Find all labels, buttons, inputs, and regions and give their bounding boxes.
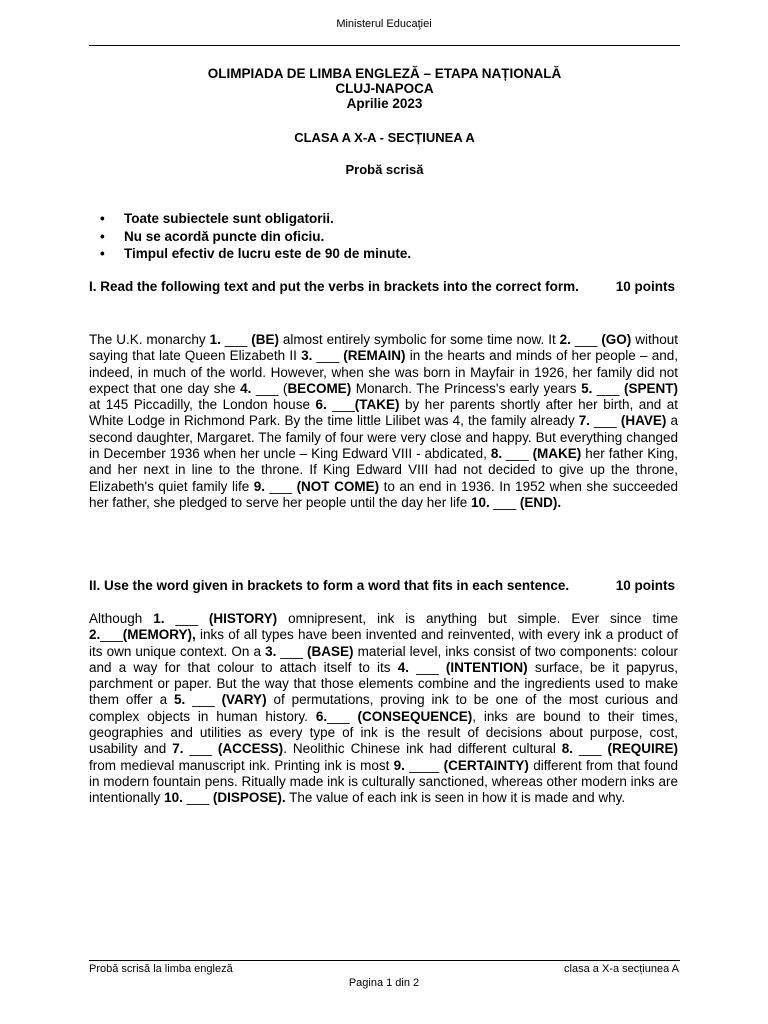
bold-run: 7. (172, 741, 184, 757)
bullet-icon: • (100, 211, 105, 226)
bold-run: (GO) (601, 332, 632, 347)
section-1-heading (89, 279, 680, 294)
bold-run: 2. (559, 332, 571, 347)
section-2-points: 10 points (615, 578, 675, 593)
section-2-text: Although 1. ___ (HISTORY) omnipresent, ink is anything but simple. Ever since time 2.___(MEMORY), inks of all types have been invented and reinvented, with every ink a product of its own unique context. On a 3. ___ (BASE) material level, inks consist of two components: colour and a way for that colour to attach itself to its 4. ___ (INTENTION) surface, be it papyrus, parchment or paper. But the way that those elements combine and the ingredients used to make them offer a 5. ___ (VARY) of permutations, proving ink to be one of the most curious and complex objects in human history. 6.___ (CONSEQUENCE), inks are bound to their times, geographies and utilities as every type of ink is the result of decisions about purpose, cost, usability and 7. ___ (ACCESS). Neolithic Chinese ink had different cultural 8. ___ (REQUIRE) from medieval manuscript ink. Printing ink is most 9. ____ (CERTAINTY) different from that found in modern fountain pens. Ritually made ink is culturally sanctioned, whereas other modern inks are intentionally 10. ___ (DISPOSE). The value of each ink is seen in how it is made and why. (89, 611, 679, 806)
bullet-icon: • (100, 228, 105, 244)
bold-run: 5. (173, 692, 186, 708)
footer-right-text: clasa a X-a secțiunea A (564, 963, 679, 975)
bold-run: BECOME) (287, 380, 352, 396)
footer-left-text: Probă scrisă la limba engleză (89, 963, 233, 975)
bold-run: (BASE) (307, 643, 354, 659)
bold-run: (REMAIN) (343, 348, 406, 364)
bold-run: 4. (240, 380, 252, 396)
bold-run: 4. (397, 659, 409, 675)
bold-run: (CERTAINTY) (443, 757, 529, 773)
bold-run: 10. (471, 494, 490, 510)
bold-run: 8. (490, 446, 503, 462)
bold-run: 5. (581, 380, 593, 396)
bold-run: 9. (253, 478, 265, 494)
bold-run: (VARY) (221, 692, 267, 708)
class-section-title: CLASA A X-A - SECȚIUNEA A (294, 130, 475, 145)
bold-run: 1. (153, 611, 165, 626)
page-number: Pagina 1 din 2 (348, 977, 420, 989)
title-line-1: OLIMPIADA DE LIMBA ENGLEZĂ – ETAPA NAȚIONALĂ (207, 66, 562, 81)
ministry-header: Ministerul Educaţiei (336, 18, 432, 30)
title-line-3: Aprilie 2023 (346, 96, 423, 111)
bullet-icon: • (100, 246, 105, 261)
footer-divider (89, 960, 680, 961)
section-1-text: The U.K. monarchy 1. ___ (BE) almost entirely symbolic for some time now. It 2. ___ (GO) without saying that late Queen Elizabeth II 3. ___ (REMAIN) in the hearts and minds of her people – and, indeed, in much of the world. However, when she was born in Mayfair in 1926, her family did not expect that one day she 4. ___ (BECOME) Monarch. The Princess's early years 5. ___ (SPENT) at 145 Piccadilly, the London house 6. ___(TAKE) by her parents shortly after her birth, and at White Lodge in Richmond Park. By the time little Lilibet was 4, the family already 7. ___ (HAVE) a second daughter, Margaret. The family of four were very close and happy. But everything changed in December 1936 when her uncle – King Edward VIII - abdicated, 8. ___ (MAKE) her father King, and her next in line to the throne. If King Edward VIII had not decided to give up the throne, Elizabeth's quiet family life 9. ___ (NOT COME) to an end in 1936. In 1952 when she succeeded her father, she pledged to serve her people until the day her life 10. ___ (END). (89, 332, 679, 510)
bold-run: (DISPOSE). (212, 790, 286, 806)
section-2-instruction: II. Use the word given in brackets to form a word that fits in each sentence. (89, 578, 570, 593)
bold-run: (HAVE) (620, 413, 667, 429)
bold-run: (HISTORY) (208, 611, 278, 626)
test-type-title: Probă scrisă (345, 162, 424, 177)
bold-run: 3. (265, 643, 277, 659)
title-line-2: CLUJ-NAPOCA (335, 81, 434, 96)
rule-item: • Toate subiectele sunt obligatorii. (100, 211, 334, 226)
bold-run: (CONSEQUENCE) (357, 708, 473, 724)
bold-run: (REQUIRE) (607, 741, 678, 757)
bold-run: (SPENT) (623, 380, 678, 396)
bold-run: (ACCESS) (217, 741, 284, 757)
section-2-heading (89, 578, 680, 593)
bold-run: 1. (209, 332, 221, 347)
bold-run: 9. (393, 757, 405, 773)
bold-run: (END). (519, 494, 562, 510)
rules-list (97, 210, 657, 263)
section-1-points: 10 points (615, 279, 675, 294)
bold-run: (INTENTION) (445, 659, 528, 675)
bold-run: 7. (578, 413, 591, 429)
bold-run: (NOT COME) (296, 478, 380, 494)
rule-item: • Nu se acordă puncte din oficiu. (100, 228, 325, 244)
bold-run: (BE) (251, 332, 279, 347)
header-divider (89, 45, 680, 46)
bold-run: 10. (164, 790, 183, 806)
bold-run: (MEMORY), (122, 627, 196, 643)
bold-run: 6. (315, 397, 327, 413)
bold-run: (MAKE) (532, 446, 582, 462)
bold-run: (TAKE) (354, 397, 400, 413)
bold-run: 3. (301, 348, 313, 364)
bold-run: 8. (561, 741, 574, 757)
section-1-instruction: I. Read the following text and put the verbs in brackets into the correct form. (89, 279, 579, 294)
rule-item: • Timpul efectiv de lucru este de 90 de minute. (100, 246, 412, 261)
bold-run: 2. (89, 627, 101, 643)
bold-run: 6. (315, 708, 328, 724)
document-title (89, 66, 680, 111)
